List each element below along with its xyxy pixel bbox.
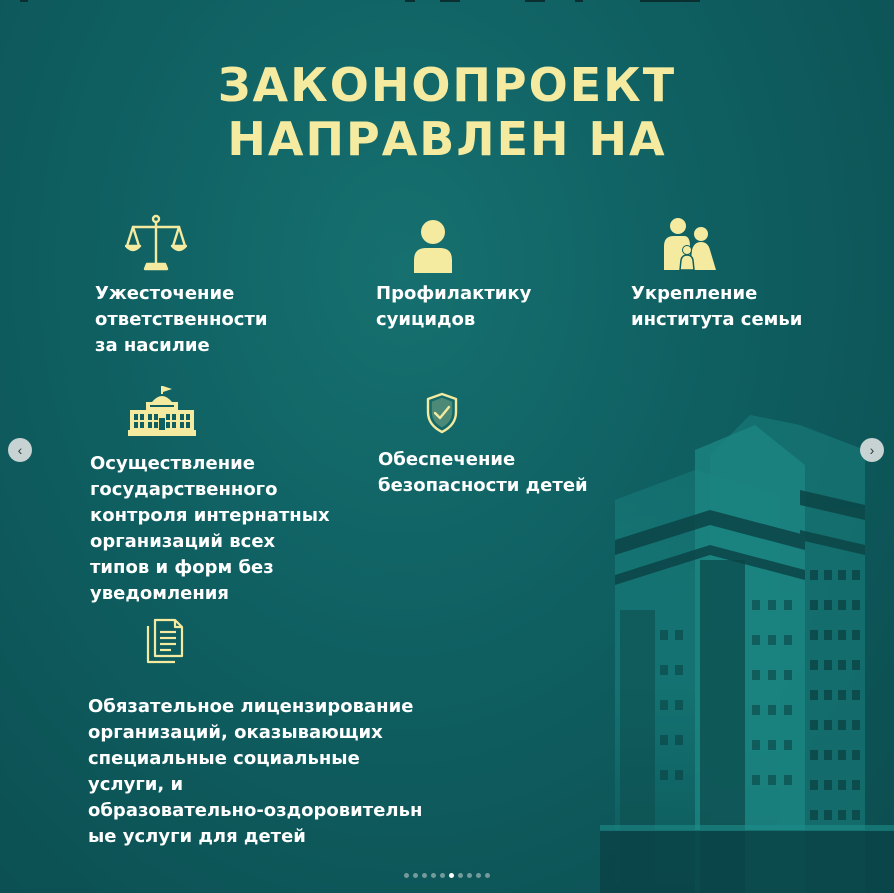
scales-icon [125, 214, 187, 272]
title-line-2: НАПРАВЛЕН НА [227, 112, 667, 166]
carousel-dot[interactable] [449, 873, 454, 878]
carousel-dot[interactable] [413, 873, 418, 878]
carousel-dot[interactable] [431, 873, 436, 878]
family-icon [662, 216, 718, 272]
carousel-pagination [0, 865, 894, 883]
carousel-dot[interactable] [422, 873, 427, 878]
document-icon [145, 618, 185, 666]
carousel-prev-button[interactable] [8, 438, 32, 462]
carousel-dot[interactable] [485, 873, 490, 878]
carousel-dot[interactable] [440, 873, 445, 878]
building-illustration [600, 410, 894, 893]
government-building-icon [128, 386, 196, 438]
item-text-licensing: Обязательное лицензирование организаций, оказывающих специальные социальные услуги, и образовательно-оздоровительн ые услуги для детей [88, 696, 423, 847]
top-strip [0, 0, 894, 2]
carousel-next-button[interactable] [860, 438, 884, 462]
item-text-family: Укрепление института семьи [631, 283, 803, 330]
person-icon [412, 218, 454, 274]
carousel-dot[interactable] [404, 873, 409, 878]
chevron-right-icon: › [869, 442, 875, 458]
item-text-safety: Обеспечение безопасности детей [378, 449, 588, 496]
chevron-left-icon: ‹ [17, 442, 23, 458]
carousel-dot[interactable] [458, 873, 463, 878]
carousel-dot[interactable] [467, 873, 472, 878]
slide-title [0, 58, 894, 166]
item-text-violence: Ужесточение ответственности за насилие [95, 283, 268, 356]
item-text-suicide: Профилактику суицидов [376, 283, 532, 330]
shield-check-icon [425, 392, 459, 434]
title-line-1: ЗАКОНОПРОЕКТ [217, 58, 677, 112]
carousel-dot[interactable] [476, 873, 481, 878]
item-text-control: Осуществление государственного контроля интернатных организаций всех типов и форм без уведомления [90, 453, 330, 604]
